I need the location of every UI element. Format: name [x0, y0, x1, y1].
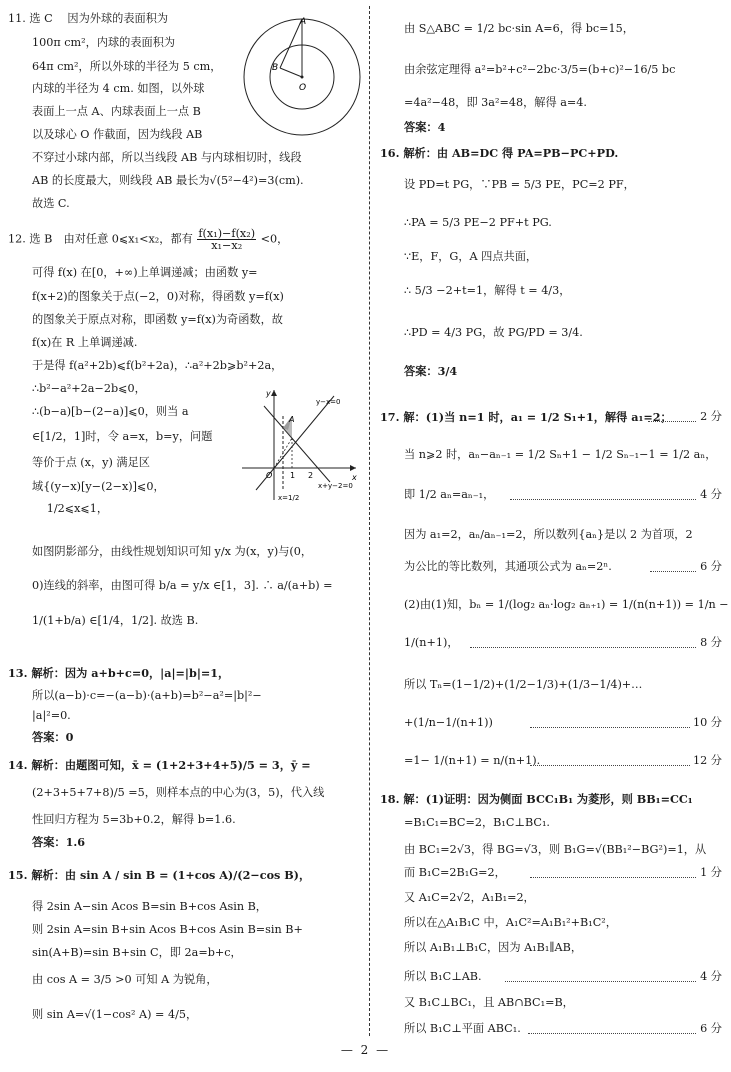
q17-line: +(1/n−1/(n+1))	[404, 716, 493, 729]
q18-line: =B₁C₁=BC=2，B₁C⊥BC₁.	[404, 816, 550, 829]
q12-label-2: 2	[308, 471, 314, 480]
q12-line1a: 12. 选 B 由对任意 0⩽x₁<x₂，都有	[8, 232, 193, 246]
q17-points: 10 分	[693, 716, 722, 729]
q12-line: f(x)在 R 上单调递减.	[32, 336, 138, 349]
q17-points: 12 分	[693, 754, 722, 767]
q12-line: ∴b²−a²+2a−2b⩽0，	[32, 382, 146, 395]
q12-line: ∴(b−a)[b−(2−a)]⩽0，则当 a	[32, 405, 189, 418]
q12-label-line1: y−x=0	[316, 398, 341, 406]
q12-line: 可得 f(x) 在[0，+∞)上单调递减；由函数 y=	[32, 266, 258, 279]
q15-line: 则 sin A=√(1−cos² A) = 4/5，	[32, 1008, 198, 1021]
q12-label-o: O	[266, 471, 273, 480]
q17-line: 因为 a₁=2，aₙ/aₙ₋₁=2，所以数列{aₙ}是以 2 为首项，2	[404, 528, 693, 541]
q18-line: 所以 B₁C⊥平面 ABC₁.	[404, 1022, 521, 1035]
q18-line: 18. 解：(1)证明：因为侧面 BCC₁B₁ 为菱形，则 BB₁=CC₁	[380, 792, 693, 806]
q11-line: 100π cm²，内球的表面积为	[32, 36, 176, 49]
q12-region-figure	[234, 386, 360, 504]
q12-line: 的图象关于原点对称，即函数 y=f(x)为奇函数，故	[32, 313, 283, 326]
q18-line: 由 BC₁=2√3，得 BG=√3，则 B₁G=√(BB₁²−BG²)=1，从	[404, 843, 707, 856]
q18-line: 又 B₁C⊥BC₁，且 AB∩BC₁=B，	[404, 996, 574, 1009]
q11-line: 11. 选 C 因为外球的表面积为	[8, 12, 169, 25]
q15-line: 15. 解析：由 sin A / sin B = (1+cos A)/(2−cos B)，	[8, 868, 311, 882]
q17-points: 6 分	[700, 560, 722, 573]
q18-line: 所以 A₁B₁⊥B₁C，因为 A₁B₁∥AB，	[404, 941, 583, 954]
q16-line: ∴PA = 5/3 PE−2 PF+t PG.	[404, 216, 552, 229]
q17-points: 4 分	[700, 488, 722, 501]
q18-points: 1 分	[700, 866, 722, 879]
q12-line: 1/2⩽x⩽1，	[32, 502, 109, 515]
q16-line: 16. 解析：由 AB=DC 得 PA=PB−PC+PD.	[380, 146, 619, 160]
q12-line: 如图阴影部分，由线性规划知识可知 y/x 为(x，y)与(0，	[32, 545, 313, 558]
q15-line: 由 cos A = 3/5 >0 可知 A 为锐角，	[32, 973, 218, 986]
q15-line: sin(A+B)=sin B+sin C，即 2a=b+c，	[32, 946, 242, 959]
q17-line: 17. 解：(1)当 n=1 时，a₁ = 1/2 S₁+1，解得 a₁=2；	[380, 410, 672, 424]
q12-line1	[8, 228, 288, 251]
q11-label-o: O	[299, 83, 307, 93]
q15-line: 由 S△ABC = 1/2 bc·sin A=6，得 bc=15，	[404, 22, 634, 35]
q12-line: f(x+2)的图象关于点(−2，0)对称，得函数 y=f(x)	[32, 290, 284, 303]
q18-points: 4 分	[700, 970, 722, 983]
q12-frac-den: x₁−x₂	[211, 239, 243, 252]
q17-line: 当 n⩾2 时，aₙ−aₙ₋₁ = 1/2 Sₙ+1 − 1/2 Sₙ₋₁−1 = 1/2 aₙ，	[404, 448, 717, 461]
q17-line: =1− 1/(n+1) = n/(n+1).	[404, 754, 541, 767]
column-divider	[369, 6, 370, 1036]
q14-line: 性回归方程为 5=3b+0.2，解得 b=1.6.	[32, 813, 236, 826]
q18-line: 而 B₁C=2B₁G=2，	[404, 866, 506, 879]
q12-line: 等价于点 (x，y) 满足区	[32, 456, 150, 469]
q11-line: 64π cm²，所以外球的半径为 5 cm，	[32, 60, 222, 73]
q13-answer: 答案：0	[32, 730, 74, 744]
q17-line: 即 1/2 aₙ=aₙ₋₁，	[404, 488, 495, 501]
q17-line: 为公比的等比数列，其通项公式为 aₙ=2ⁿ.	[404, 560, 612, 573]
q12-line: 1/(1+b/a) ∈[1/4，1/2]. 故选 B.	[32, 614, 199, 627]
q12-label-a: A	[289, 415, 295, 424]
q11-label-a: A	[300, 17, 307, 27]
dotted-leader	[530, 877, 696, 878]
q17-line: (2)由(1)知，bₙ = 1/(log₂ aₙ·log₂ aₙ₊₁) = 1/(n(n+1)) = 1/n −	[404, 598, 729, 611]
q15-line: =4a²−48，即 3a²=48，解得 a=4.	[404, 96, 587, 109]
q15-line: 则 2sin A=sin B+sin Acos B+cos Asin B=sin B+	[32, 923, 303, 936]
q18-line: 又 A₁C=2√2，A₁B₁=2，	[404, 891, 535, 904]
q15-answer: 答案：4	[404, 120, 446, 134]
q12-line1b: <0，	[260, 232, 289, 246]
q12-label-x: x	[352, 473, 357, 482]
q11-label-b: B	[272, 63, 279, 73]
dotted-leader	[505, 981, 696, 982]
q13-line: 所以(a−b)·c=−(a−b)·(a+b)=b²−a²=|b|²−	[32, 689, 262, 702]
dotted-leader	[650, 571, 696, 572]
q18-line: 所以在△A₁B₁C 中，A₁C²=A₁B₁²+B₁C²，	[404, 916, 617, 929]
dotted-leader	[530, 727, 690, 728]
q11-sphere-figure	[240, 12, 364, 142]
q14-line: 14. 解析：由题图可知，x̄ = (1+2+3+4+5)/5 = 3，ȳ =	[8, 758, 311, 772]
dotted-leader	[510, 499, 696, 500]
q12-line: 域{(y−x)[y−(2−x)]⩽0，	[32, 480, 165, 493]
dotted-leader	[528, 1033, 696, 1034]
q16-line: ∵E，F，G，A 四点共面，	[404, 250, 538, 263]
q12-label-y: y	[266, 389, 271, 398]
q12-line: 于是得 f(a²+2b)⩽f(b²+2a)，∴a²+2b⩾b²+2a，	[32, 359, 283, 372]
dotted-leader	[648, 421, 696, 422]
q12-label-1: 1	[290, 471, 296, 480]
q12-label-line2: x+y−2=0	[318, 482, 353, 490]
q15-line: 得 2sin A−sin Acos B=sin B+cos Asin B，	[32, 900, 267, 913]
q13-line: 13. 解析：因为 a+b+c=0，|a|=|b|=1，	[8, 666, 230, 680]
q11-line: 故选 C.	[32, 197, 70, 210]
q18-points: 6 分	[700, 1022, 722, 1035]
q16-line: ∴PD = 4/3 PG，故 PG/PD = 3/4.	[404, 326, 583, 339]
page-number: — 2 —	[340, 1043, 391, 1057]
q11-line: 不穿过小球内部，所以当线段 AB 与内球相切时，线段	[32, 151, 302, 164]
q16-line: 设 PD=t PG，∵PB = 5/3 PE，PC=2 PF，	[404, 178, 635, 191]
q15-line: 由余弦定理得 a²=b²+c²−2bc·3/5=(b+c)²−16/5 bc	[404, 63, 676, 76]
q18-line: 所以 B₁C⊥AB.	[404, 970, 482, 983]
q14-answer: 答案：1.6	[32, 835, 86, 849]
q17-line: 1/(n+1)，	[404, 636, 459, 649]
q12-fraction	[197, 228, 256, 251]
q12-line: ∈[1/2，1]时，令 a=x，b=y，问题	[32, 430, 213, 443]
q12-label-line3: x=1/2	[278, 494, 300, 502]
dotted-leader	[530, 765, 690, 766]
q16-answer: 答案：3/4	[404, 364, 458, 378]
q14-line: (2+3+5+7+8)/5 =5，则样本点的中心为(3，5)，代入线	[32, 786, 325, 799]
q11-line: 以及球心 O 作截面，因为线段 AB	[32, 128, 203, 141]
q11-line: 内球的半径为 4 cm. 如图，以外球	[32, 82, 205, 95]
dotted-leader	[470, 647, 696, 648]
q17-points: 8 分	[700, 636, 722, 649]
q12-frac-num: f(x₁)−f(x₂)	[198, 227, 256, 240]
q11-line: 表面上一点 A、内球表面上一点 B	[32, 105, 201, 118]
q16-line: ∴ 5/3 −2+t=1，解得 t = 4/3，	[404, 284, 571, 297]
q12-line: 0)连线的斜率，由图可得 b/a = y/x ∈[1，3]. ∴ a/(a+b) =	[32, 579, 333, 592]
q17-line: 所以 Tₙ=(1−1/2)+(1/2−1/3)+(1/3−1/4)+…	[404, 678, 643, 691]
q13-line: |a|²=0.	[32, 709, 71, 722]
q11-line: AB 的长度最大，则线段 AB 最长为√(5²−4²)=3(cm).	[32, 174, 304, 187]
q17-points: 2 分	[700, 410, 722, 423]
